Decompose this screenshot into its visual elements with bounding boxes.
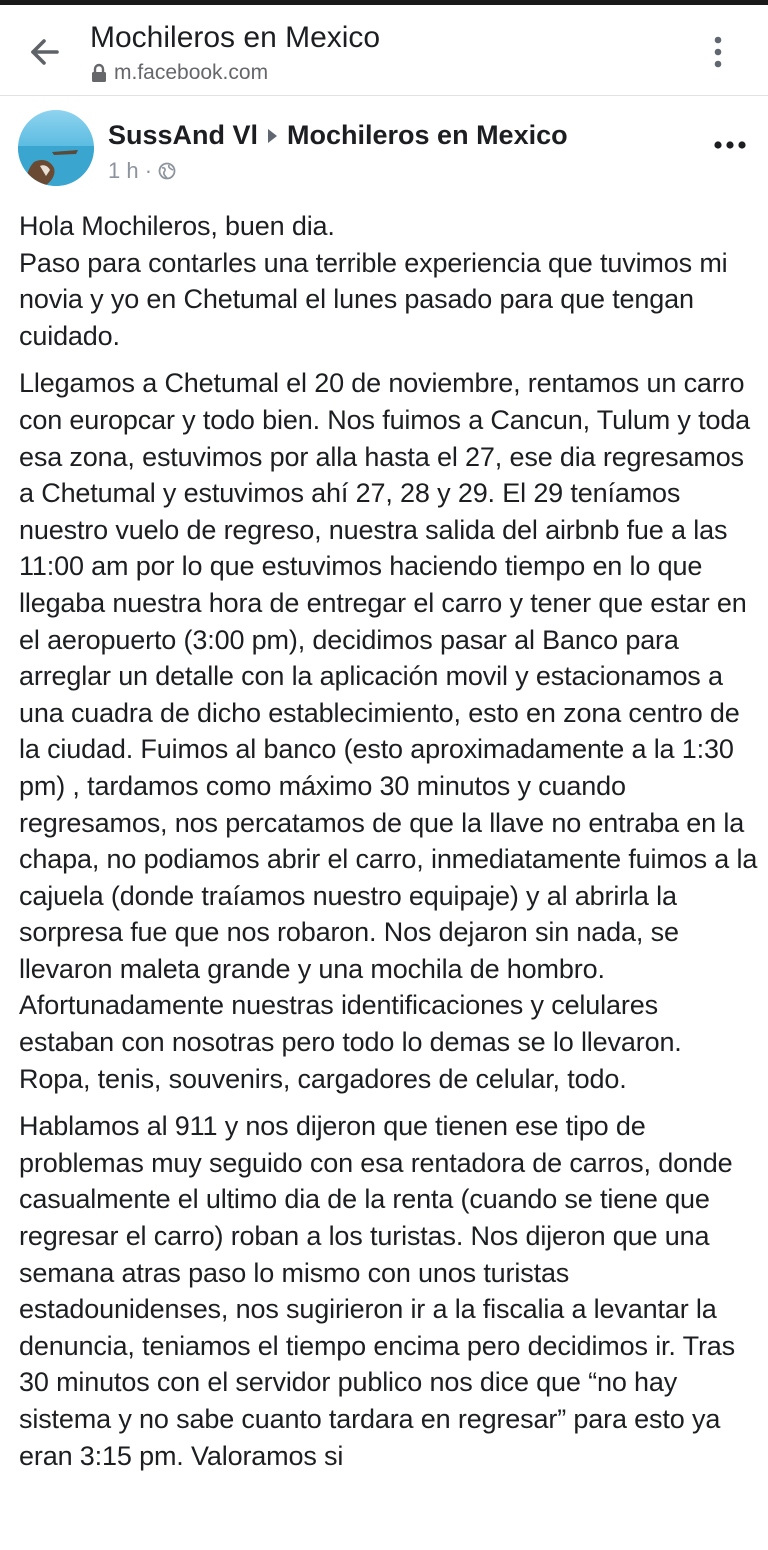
- group-name-link[interactable]: Mochileros en Mexico: [287, 120, 568, 150]
- post-header: [0, 96, 768, 196]
- post-options-button[interactable]: [712, 138, 748, 150]
- url-text: m.facebook.com: [114, 61, 269, 84]
- post-paragraph: Hablamos al 911 y nos dijeron que tienen ese tipo de problemas muy seguido con esa rentadora de carros, donde casualmente el ultimo dia de la renta (cuando se tiene que regresar el carro) roban a los turistas. Nos dijeron que una semana atras paso lo mismo con unos turistas estadounidenses, nos sugirieron ir a la fiscalia a levantar la denuncia, teniamos el tiempo encima pero decidimos ir. Tras 30 minutos con el servidor publico nos dice que “no hay sistema y no sabe cuanto tardara en regresar” para esto ya eran 3:15 pm. Valoramos si: [19, 1111, 736, 1471]
- globe-icon: [158, 162, 176, 180]
- avatar[interactable]: [18, 110, 94, 186]
- right-caret-icon: [268, 129, 277, 143]
- arrow-left-icon: [24, 35, 64, 69]
- url-row: [90, 61, 268, 85]
- avatar-photo: [18, 110, 94, 186]
- post-meta: [108, 158, 176, 184]
- post-timestamp[interactable]: 1 h ·: [108, 158, 153, 183]
- back-button[interactable]: [24, 35, 64, 69]
- post-paragraph: Hola Mochileros, buen dia. Paso para contarles una terrible experiencia que tuvimos mi novia y yo en Chetumal el lunes pasado para que tengan cuidado.: [19, 211, 728, 351]
- lock-icon: [90, 63, 108, 83]
- author-name-link[interactable]: SussAnd Vl: [108, 120, 259, 150]
- post-body: [19, 208, 759, 1485]
- horizontal-ellipsis-icon: [712, 139, 748, 151]
- vertical-ellipsis-icon: [706, 33, 730, 73]
- post-author-line: [108, 120, 568, 151]
- page-title: Mochileros en Mexico: [90, 21, 381, 54]
- post-paragraph: Llegamos a Chetumal el 20 de noviembre, rentamos un carro con europcar y todo bien. Nos fuimos a Cancun, Tulum y toda esa zona, estuvimos por alla hasta el 27, ese dia regresamos a Chetumal y estuvimos ahí 27, 28 y 29. El 29 teníamos nuestro vuelo de regreso, nuestra salida del airbnb fue a las 11:00 am por lo que estuvimos haciendo tiempo en lo que llegaba nuestra hora de entregar el carro y tener que estar en el aeropuerto (3:00 pm), decidimos pasar al Banco para arreglar un detalle con la aplicación movil y estacionamos a una cuadra de dicho establecimiento, esto en zona centro de la ciudad. Fuimos al banco (esto aproximadamente a la 1:30 pm) , tardamos como máximo 30 minutos y cuando regresamos, nos percatamos de que la llave no entraba en la chapa, no podiamos abrir el carro, inmediatamente fuimos a la cajuela (donde traíamos nuestro equipaje) y al abrirla la sorpresa fue que nos robaron. Nos dejaron sin nada, se llevaron maleta grande y una mochila de hombro. Afortunadamente nuestras identificaciones y celulares estaban con nosotras pero todo lo demas se lo llevaron. Ropa, tenis, souvenirs, cargadores de celular, todo.: [19, 368, 758, 1094]
- app-bar: [0, 5, 768, 96]
- menu-button[interactable]: [706, 33, 730, 73]
